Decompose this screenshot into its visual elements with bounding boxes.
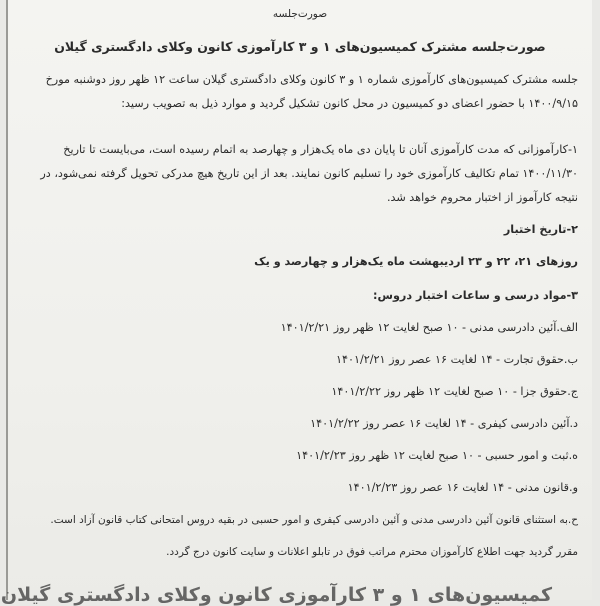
item1-line-3: نتیجه کارآموز از اختبار محروم خواهد شد. [386,191,578,204]
document-title: صورت‌جلسه مشترک کمیسیون‌های ۱ و ۳ کارآموزی کانون وکلای دادگستری گیلان [54,39,546,54]
intro-line-2: ۱۴۰۰/۹/۱۵ با حضور اعضای دو کمیسیون در محل کانون تشکیل گردید و موارد ذیل به تصویب رسید: [121,97,578,110]
exam-note: ح.به استثنای قانون آئین دادرسی مدنی و آئین دادرسی کیفری و امور حسبی در بقیه دروس امتحانی کتاب قانون آزاد است. [50,514,578,526]
item2-heading: ۲-تاریخ اختبار [503,223,578,236]
item1-line-2: ۱۴۰۰/۱۱/۳۰ تمام تکالیف کارآموزی خود را تسلیم کانون نمایند. بعد از این تاریخ هیچ مدرکی تحویل گرفته نمی‌شود، در [40,167,578,180]
intro-line-1: جلسه مشترک کمیسیون‌های کارآموزی شماره ۱ و ۳ کانون وکلای دادگستری گیلان ساعت ۱۲ ظهر روز دوشنبه مورخ [45,73,578,86]
document-header: صورت‌جلسه [272,8,328,20]
subject-item: ب.حقوق تجارت - ۱۴ لغایت ۱۶ عصر روز ۱۴۰۱/۲/۲۱ [335,353,578,366]
subject-item: ج.حقوق جزا - ۱۰ صبح لغایت ۱۲ ظهر روز ۱۴۰۱/۲/۲۲ [331,385,578,398]
item3-heading: ۳-مواد درسی و ساعات اختبار دروس: [373,289,578,302]
item2-text: روزهای ۲۱، ۲۲ و ۲۳ اردیبهشت ماه یک‌هزار و چهارصد و یک [254,255,578,268]
subject-item: ه.ثبت و امور حسبی - ۱۰ صبح لغایت ۱۲ ظهر روز ۱۴۰۱/۲/۲۳ [296,449,578,462]
closing-statement: مقرر گردید جهت اطلاع کارآموزان محترم مراتب فوق در تابلو اعلانات و سایت کانون درج گردد. [166,546,578,558]
subject-item: و.قانون مدنی - ۱۴ لغایت ۱۶ عصر روز ۱۴۰۱/۲/۲۳ [347,481,578,494]
subject-item: د.آئین دادرسی کیفری - ۱۴ لغایت ۱۶ عصر روز ۱۴۰۱/۲/۲۲ [310,417,578,430]
item1-line-1: ۱-کارآموزانی که مدت کارآموزی آنان تا پایان دی ماه یک‌هزار و چهارصد به اتمام رسیده است، می‌بایست تا تاریخ [63,143,578,156]
subject-item: الف.آئین دادرسی مدنی - ۱۰ صبح لغایت ۱۲ ظهر روز ۱۴۰۱/۲/۲۱ [280,321,578,334]
footer-signature: کمیسیون‌های ۱ و ۳ کارآموزی کانون وکلای دادگستری گیلان [0,584,552,606]
